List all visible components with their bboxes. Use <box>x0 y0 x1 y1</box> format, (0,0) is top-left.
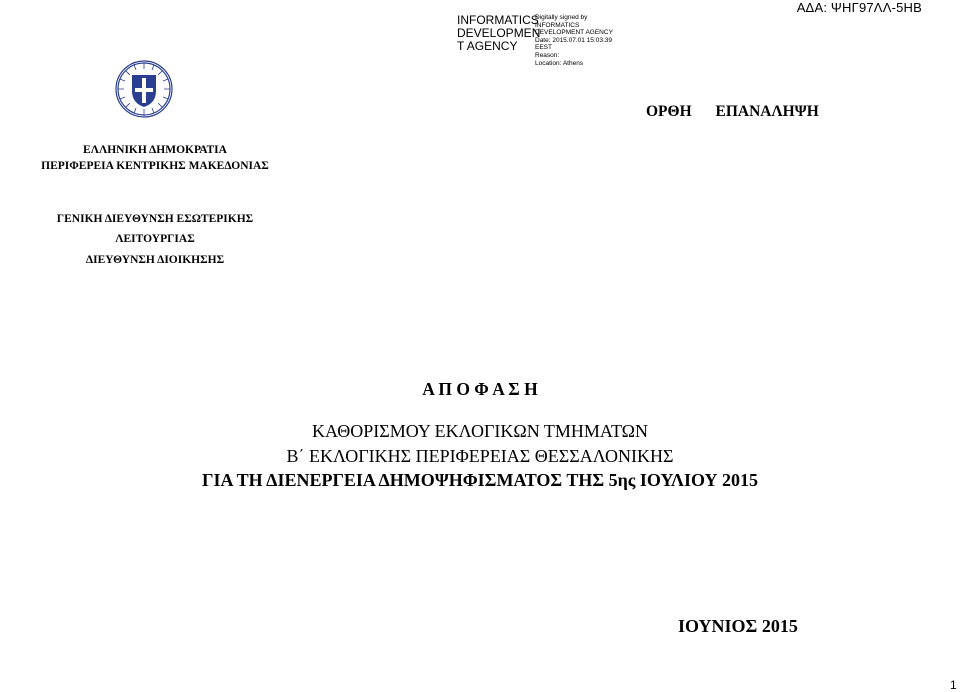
signer-line: T AGENCY <box>457 39 518 53</box>
subject-line: ΓΙΑ ΤΗ ΔΙΕΝΕΡΓΕΙΑ ΔΗΜΟΨΗΦΙΣΜΑΤΟΣ ΤΗΣ 5ης ΙΟΥΛΙΟΥ 2015 <box>202 470 758 490</box>
general-directorate: ΓΕΝΙΚΗ ΔΙΕΥΘΥΝΣΗ ΕΣΩΤΕΡΙΚΗΣ <box>56 213 254 225</box>
signature-detail-line: Reason: <box>535 51 560 59</box>
greek-coat-of-arms-icon <box>114 59 174 119</box>
general-directorate-continued: ΛΕΙΤΟΥΡΓΙΑΣ <box>115 233 195 245</box>
signer-line: INFORMATICS <box>457 13 539 27</box>
page-number: 1 <box>950 678 957 692</box>
signature-detail-line: Digitally signed by <box>535 14 588 21</box>
subject-line: Β΄ ΕΚΛΟΓΙΚΗΣ ΠΕΡΙΦΕΡΕΙΑΣ ΘΕΣΣΑΛΟΝΙΚΗΣ <box>286 446 674 466</box>
signer-line: DEVELOPMEN <box>457 26 541 40</box>
signature-detail-line: Location: Athens <box>535 59 584 67</box>
directorate-name: ΔΙΕΥΘΥΝΣΗ ΔΙΟΙΚΗΣΗΣ <box>85 254 225 266</box>
signature-signer-name <box>457 13 541 53</box>
decision-title: Α Π Ο Φ Α Σ Η <box>422 379 538 399</box>
country-name: ΕΛΛΗΝΙΚΗ ΔΗΜΟΚΡΑΤΙΑ <box>83 144 227 156</box>
ada-identifier: ΑΔΑ: ΨΗΓ97ΛΛ-5ΗΒ <box>796 0 922 15</box>
document-date: ΙΟΥΝΙΟΣ 2015 <box>678 616 798 636</box>
signature-detail-line: DEVELOPMENT AGENCY <box>535 29 613 37</box>
signature-detail-line: EEST <box>535 44 552 52</box>
correct-repetition-label: ΟΡΘΗ ΕΠΑΝΑΛΗΨΗ <box>646 103 819 120</box>
subject-line: ΚΑΘΟΡΙΣΜΟΥ ΕΚΛΟΓΙΚΩΝ ΤΜΗΜΑΤΩΝ <box>311 421 648 441</box>
region-name: ΠΕΡΙΦΕΡΕΙΑ ΚΕΝΤΡΙΚΗΣ ΜΑΚΕΔΟΝΙΑΣ <box>41 160 269 172</box>
signature-detail-line: Date: 2015.07.01 15:03:39 <box>535 36 612 44</box>
signature-details <box>535 14 635 67</box>
signature-detail-line: INFORMATICS <box>535 21 580 29</box>
